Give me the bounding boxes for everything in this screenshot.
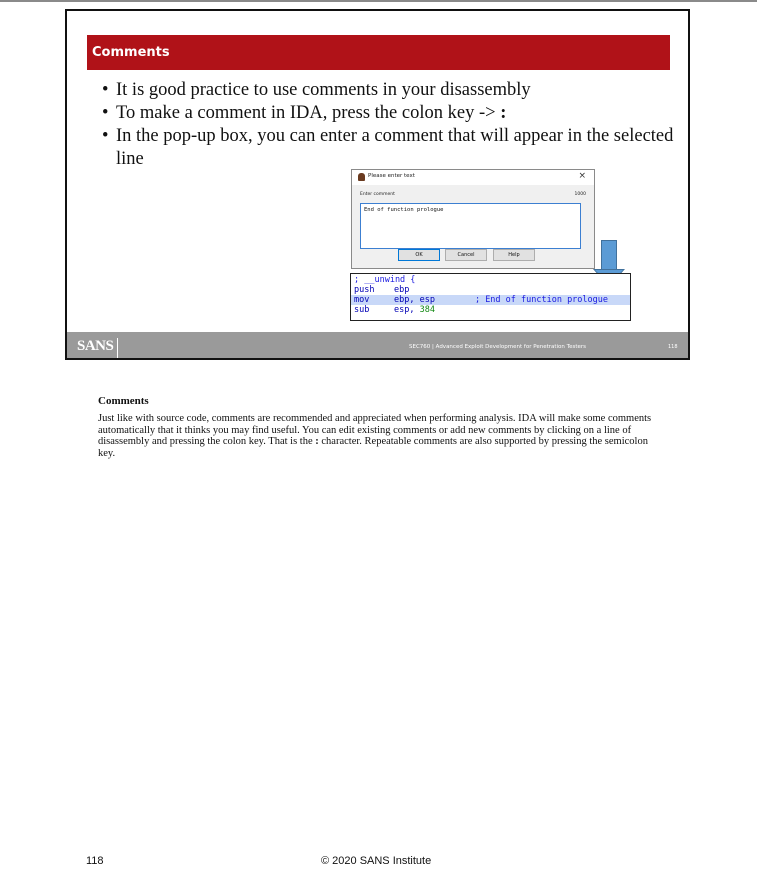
unwind-line: ; __unwind { [354, 275, 416, 285]
mnemonic: sub [354, 305, 370, 315]
slide-title-bar [87, 35, 670, 70]
dialog-title: Please enter text [368, 173, 415, 179]
dialog-label: Enter comment [360, 192, 395, 197]
help-button: Help [493, 249, 535, 261]
sans-logo: SANS [77, 338, 118, 358]
notes-title: Comments [98, 395, 149, 407]
page-number: 118 [86, 855, 104, 867]
slide [65, 9, 690, 360]
operands: ebp, esp [394, 295, 435, 305]
immediate-value: 384 [419, 305, 435, 315]
copyright: © 2020 SANS Institute [321, 855, 432, 867]
dialog-titlebar [352, 170, 594, 185]
code-line-selected [351, 295, 630, 305]
close-icon: × [578, 171, 586, 181]
disassembly-snippet [350, 273, 631, 321]
bullet-text: To make a comment in IDA, press the colon key -> [116, 103, 501, 123]
ok-button: OK [398, 249, 440, 261]
dialog-limit: 1000 [574, 192, 586, 197]
code-line [354, 305, 627, 315]
line-comment: ; End of function prologue [474, 295, 609, 305]
mnemonic: push [354, 285, 375, 295]
comment-dialog-screenshot [351, 169, 595, 269]
slide-number: 118 [668, 344, 678, 350]
slide-footer [67, 332, 688, 360]
colon-key: : [500, 103, 507, 123]
operands: esp, [394, 305, 420, 315]
ida-icon [358, 173, 365, 181]
mnemonic: mov [354, 295, 370, 305]
operands: ebp [394, 285, 410, 295]
down-arrow-icon [601, 240, 617, 271]
bullet-text: It is good practice to use comments in your disassembly [116, 80, 531, 100]
top-divider [0, 0, 757, 2]
bullet-item [102, 102, 682, 125]
bullet-item [102, 125, 676, 171]
notes-text: Just like with source code, comments are recommended and appreciated when performing analysis. IDA will make some comments automatically that it thinks you may find useful. You can edit existing comments or add new comments by clicking on a line of disassembly and pressing the colon key. That is the [98, 413, 652, 447]
notes-text-end: character. Repeatable comments are also supported by pressing the semicolon key. [98, 436, 648, 459]
code-line [354, 285, 627, 295]
notes-body [98, 413, 663, 459]
comment-textbox: End of function prologue [360, 203, 581, 249]
bullet-text: In the pop-up box, you can enter a comment that will appear in the selected line [116, 126, 674, 169]
notes-colon: : [315, 436, 319, 447]
cancel-button: Cancel [445, 249, 487, 261]
bullet-item [102, 79, 682, 102]
course-title: SEC760 | Advanced Exploit Development for Penetration Testers [409, 344, 586, 350]
bullet-list [102, 79, 682, 171]
slide-title: Comments [92, 45, 170, 60]
